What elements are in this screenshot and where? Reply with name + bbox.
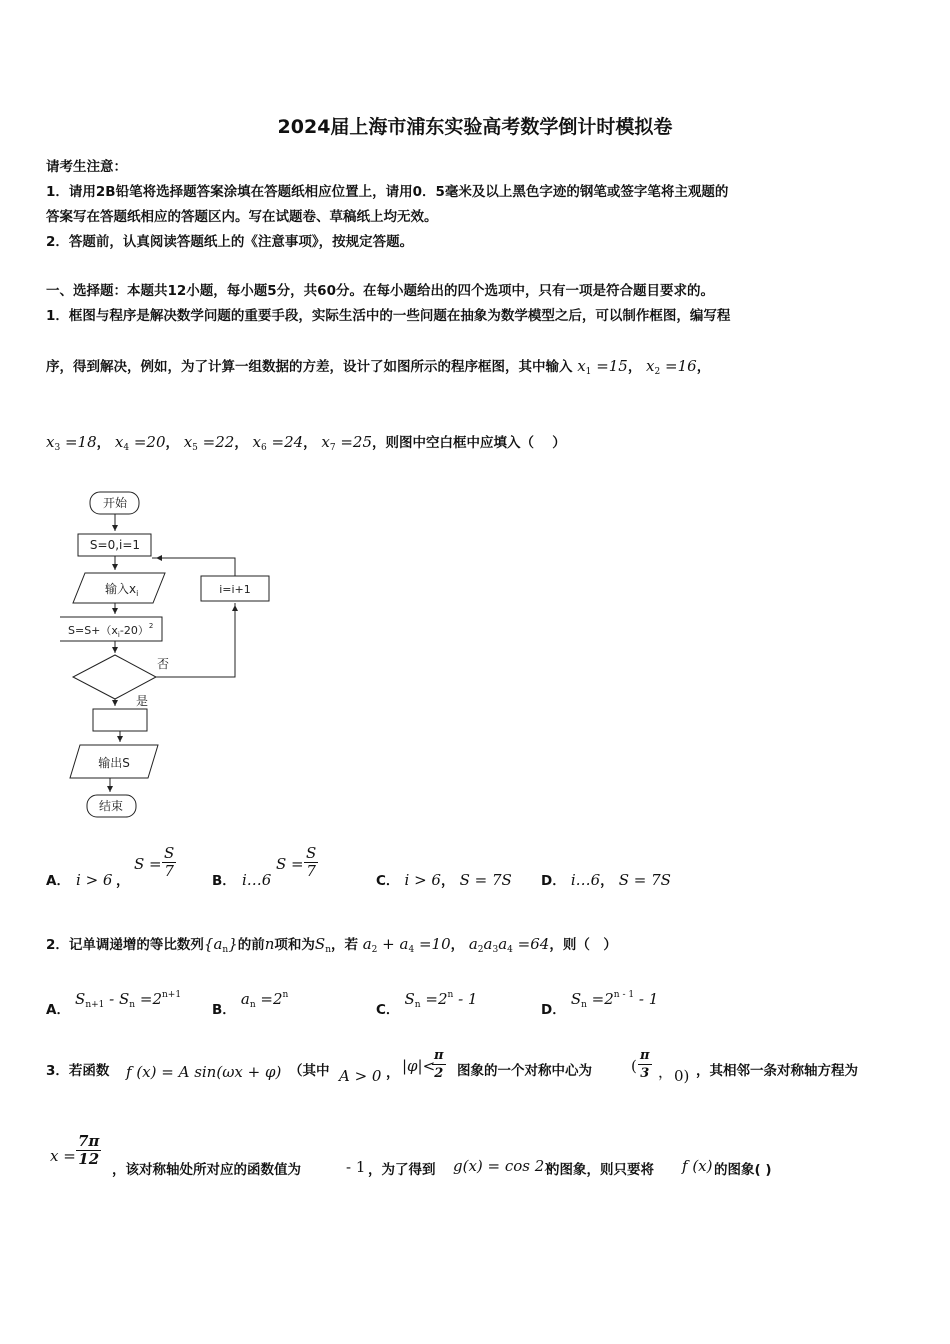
q1-line-2-text: 序，得到解决，例如，为了计算一组数据的方差，设计了如图所示的程序框图，其中输入: [46, 359, 573, 375]
flow-increment-label: i=i+1: [219, 583, 251, 596]
q1-x3: $x_3 =18$: [46, 433, 97, 453]
notice-line-2: 答案写在答题纸相应的答题区内。写在试题卷、草稿纸上均无效。: [46, 209, 438, 225]
flow-output-label: 输出S: [98, 756, 130, 770]
flow-input-label: 输入$x_i$: [105, 582, 139, 598]
q1-x6: $x_6 =24$: [252, 433, 304, 453]
flow-end-label: 结束: [98, 799, 124, 813]
flow-init-label: S=0,i=1: [89, 538, 141, 552]
q1-line-1: 1．框图与程序是解决数学问题的重要手段，实际生活中的一些问题在抽象为数学模型之后，可以制作框图，编写程: [46, 308, 731, 324]
q1-x1: $x_1 =15$: [577, 357, 628, 377]
q1-option-c[interactable]: C． i > 6， S = 7S: [376, 871, 512, 889]
flow-accumulate-label: $S=S+(x_i-20)^2$: [68, 622, 154, 639]
q2-stem: 2．记单调递增的等比数列$\{a_n\}$的前n项和为$S_n$，若 $a_2 + a_4 =10$， $a_2a_3a_4 =64$，则（ ）: [46, 935, 617, 955]
q1-line-3: $x_3 =18$， $x_4 =20$， $x_5 =22$， $x_6 =24$， $x_7 =25$，则图中空白框中应填入（ ）: [46, 433, 566, 453]
q1-option-d[interactable]: D． i…6， S = 7S: [541, 871, 671, 889]
q2-option-d[interactable]: $_{D.}$ $S_n =2^{n - 1} - 1$: [541, 990, 659, 1018]
flow-start-label: 开始: [102, 496, 128, 510]
flow-yes-label: 是: [136, 694, 149, 708]
page-title: 2024届上海市浦东实验高考数学倒计时模拟卷: [277, 116, 673, 138]
flow-decision-shape: [73, 655, 156, 699]
notice-line-3: 2．答题前，认真阅读答题纸上的《注意事项》，按规定答题。: [46, 234, 414, 250]
flowchart: [60, 485, 290, 825]
q1-x7: $x_7 =25$: [321, 433, 373, 453]
notice-line-1: 1．请用2B铅笔将选择题答案涂填在答题纸相应位置上，请用0．5毫米及以上黑色字迹的钢笔或签字笔将主观题的: [46, 184, 729, 200]
section-heading: 一、选择题：本题共12小题，每小题5分，共60分。在每小题给出的四个选项中，只有一项是符合题目要求的。: [46, 283, 714, 299]
q1-x5: $x_5 =22$: [183, 433, 235, 453]
notice-heading: 请考生注意：: [46, 159, 127, 175]
flow-blank-box: [93, 709, 147, 731]
q1-x2: $x_2 =16$: [646, 357, 697, 377]
q1-x4: $x_4 =20$: [114, 433, 166, 453]
q2-option-a[interactable]: $_{A.}$ $S_{n+1} - S_n =2^{n+1}$: [46, 990, 182, 1018]
q1-line-2: 序，得到解决，例如，为了计算一组数据的方差，设计了如图所示的程序框图，其中输入 $x_1 =15$， $x_2 =16$，: [46, 357, 711, 377]
flow-no-label: 否: [157, 657, 170, 671]
q2-option-c[interactable]: $_{C.}$ $S_n =2^n - 1$: [376, 990, 478, 1018]
q2-option-b[interactable]: $_{B.}$ $a_n =2^n$: [212, 990, 289, 1018]
